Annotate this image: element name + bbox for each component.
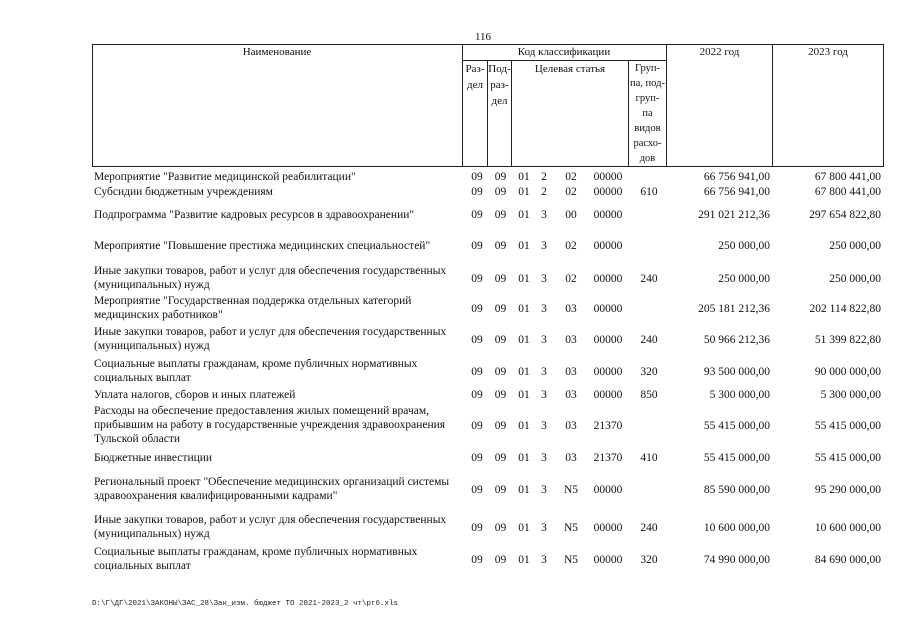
row-cs2: 3 <box>541 420 547 432</box>
row-name: Мероприятие "Повышение престижа медицинских специальностей" <box>94 240 431 252</box>
row-cs4: 21370 <box>593 452 623 464</box>
header-name: Наименование <box>242 46 312 58</box>
row-podrazdel: 09 <box>494 389 507 401</box>
table-row <box>92 451 884 465</box>
row-cs4: 00000 <box>593 171 623 183</box>
row-podrazdel: 09 <box>494 554 507 566</box>
header-year-2023: 2023 год <box>808 46 848 58</box>
row-y2023: 5 300 000,00 <box>820 389 881 401</box>
row-y2023: 67 800 441,00 <box>814 186 881 198</box>
row-cs1: 01 <box>518 303 530 315</box>
header-year-2022: 2022 год <box>699 46 740 58</box>
row-cs1: 01 <box>518 334 530 346</box>
row-y2022: 205 181 212,36 <box>698 303 770 315</box>
row-name: Субсидии бюджетным учреждениям <box>94 186 273 198</box>
row-vid: 320 <box>640 554 658 566</box>
row-y2023: 297 654 822,80 <box>809 209 881 221</box>
row-y2022: 55 415 000,00 <box>703 452 770 464</box>
header-vid: Груп- па, под- груп- па видов расхо- дов <box>630 63 665 164</box>
row-cs1: 01 <box>518 452 530 464</box>
row-cs4: 00000 <box>593 303 623 315</box>
row-cs3: 02 <box>565 240 577 252</box>
header-code: Код классификации <box>517 46 611 58</box>
row-cs1: 01 <box>518 186 530 198</box>
row-y2023: 51 399 822,80 <box>814 334 881 346</box>
header-razdel: Раз- дел <box>465 63 485 91</box>
row-razdel: 09 <box>471 452 483 464</box>
row-y2022: 85 590 000,00 <box>703 484 770 496</box>
row-vid: 410 <box>640 452 658 464</box>
row-y2023: 250 000,00 <box>829 240 881 252</box>
row-podrazdel: 09 <box>494 303 507 315</box>
row-razdel: 09 <box>471 273 483 285</box>
table-row <box>92 264 884 292</box>
row-y2022: 250 000,00 <box>718 273 770 285</box>
row-cs1: 01 <box>518 522 530 534</box>
row-cs3: 03 <box>565 366 577 378</box>
row-cs4: 00000 <box>593 389 623 401</box>
row-cs4: 00000 <box>593 186 623 198</box>
row-cs4: 00000 <box>593 273 623 285</box>
table-row <box>92 208 884 222</box>
row-podrazdel: 09 <box>494 484 507 496</box>
row-name: Социальные выплаты гражданам, кроме публичных нормативных социальных выплат <box>94 546 418 572</box>
row-cs1: 01 <box>518 554 530 566</box>
page-number: 116 <box>474 31 492 43</box>
row-podrazdel: 09 <box>494 186 507 198</box>
row-cs2: 2 <box>541 171 547 183</box>
row-cs3: 02 <box>565 171 577 183</box>
table-row <box>92 388 884 402</box>
row-cs1: 01 <box>518 420 530 432</box>
row-podrazdel: 09 <box>494 366 507 378</box>
row-y2023: 55 415 000,00 <box>814 420 881 432</box>
row-name: Иные закупки товаров, работ и услуг для обеспечения государственных (муниципальных) нужд <box>94 265 447 291</box>
table-row <box>92 294 884 322</box>
row-name: Расходы на обеспечение предоставления жилых помещений врачам, прибывшим на работу в государственные учреждения здравоохранения Тульской области <box>94 405 446 445</box>
row-cs1: 01 <box>518 240 530 252</box>
header-podrazdel: Под- раз- дел <box>488 63 511 107</box>
row-vid: 240 <box>640 334 658 346</box>
row-cs2: 2 <box>541 186 547 198</box>
table-row <box>92 475 884 503</box>
row-cs1: 01 <box>518 484 530 496</box>
row-podrazdel: 09 <box>494 273 507 285</box>
row-podrazdel: 09 <box>494 522 507 534</box>
row-y2023: 67 800 441,00 <box>814 171 881 183</box>
header-celevaya: Целевая статья <box>534 63 606 75</box>
row-podrazdel: 09 <box>494 420 507 432</box>
row-cs1: 01 <box>518 171 530 183</box>
row-y2023: 90 000 000,00 <box>814 366 881 378</box>
row-cs3: 02 <box>565 186 577 198</box>
row-cs3: 03 <box>565 452 577 464</box>
row-cs3: 03 <box>565 389 577 401</box>
row-razdel: 09 <box>471 186 483 198</box>
row-cs4: 00000 <box>593 366 623 378</box>
row-razdel: 09 <box>471 366 483 378</box>
row-vid: 850 <box>640 389 658 401</box>
row-razdel: 09 <box>471 171 483 183</box>
row-y2022: 66 756 941,00 <box>703 186 770 198</box>
row-cs2: 3 <box>541 273 547 285</box>
row-y2023: 250 000,00 <box>829 273 881 285</box>
row-cs3: 03 <box>565 303 577 315</box>
row-cs3: N5 <box>563 554 579 566</box>
row-cs3: N5 <box>563 522 579 534</box>
row-cs3: 03 <box>565 420 577 432</box>
row-cs4: 00000 <box>593 240 623 252</box>
row-cs1: 01 <box>518 209 530 221</box>
row-name: Подпрограмма "Развитие кадровых ресурсов в здравоохранении" <box>94 209 415 221</box>
row-cs2: 3 <box>541 452 547 464</box>
row-cs1: 01 <box>518 389 530 401</box>
row-podrazdel: 09 <box>494 334 507 346</box>
row-y2023: 95 290 000,00 <box>814 484 881 496</box>
table-row <box>92 545 884 573</box>
row-podrazdel: 09 <box>494 171 507 183</box>
row-cs4: 00000 <box>593 209 623 221</box>
row-y2022: 291 021 212,36 <box>698 209 770 221</box>
row-y2022: 66 756 941,00 <box>703 171 770 183</box>
row-razdel: 09 <box>471 240 483 252</box>
row-vid: 320 <box>640 366 658 378</box>
row-cs2: 3 <box>541 389 547 401</box>
table-row <box>92 185 884 199</box>
row-cs1: 01 <box>518 366 530 378</box>
row-y2023: 10 600 000,00 <box>814 522 881 534</box>
row-cs3: N5 <box>563 484 579 496</box>
file-path: D:\Г\ДГ\2021\ЗАКОНЫ\ЗАС_28\Зак_изм. бюджет ТО 2021-2023_2 чт\рг6.xls <box>92 600 399 608</box>
row-razdel: 09 <box>471 209 483 221</box>
row-podrazdel: 09 <box>494 209 507 221</box>
row-cs3: 02 <box>565 273 577 285</box>
row-razdel: 09 <box>471 389 483 401</box>
row-cs4: 00000 <box>593 334 623 346</box>
table-row <box>92 239 884 253</box>
row-cs4: 00000 <box>593 522 623 534</box>
row-cs2: 3 <box>541 366 547 378</box>
table-row <box>92 325 884 353</box>
table-row <box>92 170 884 184</box>
row-cs2: 3 <box>541 554 547 566</box>
row-name: Региональный проект "Обеспечение медицинских организаций системы здравоохранения квалифицированными кадрами" <box>94 476 450 502</box>
row-cs2: 3 <box>541 484 547 496</box>
row-cs2: 3 <box>541 303 547 315</box>
row-y2023: 202 114 822,80 <box>809 303 881 315</box>
row-razdel: 09 <box>471 420 483 432</box>
row-podrazdel: 09 <box>494 452 507 464</box>
row-cs2: 3 <box>541 209 547 221</box>
row-razdel: 09 <box>471 303 483 315</box>
row-name: Социальные выплаты гражданам, кроме публичных нормативных социальных выплат <box>94 358 418 384</box>
table-row <box>92 357 884 385</box>
table-header <box>92 44 884 167</box>
row-name: Уплата налогов, сборов и иных платежей <box>94 389 296 401</box>
row-cs4: 00000 <box>593 554 623 566</box>
row-cs3: 00 <box>565 209 577 221</box>
row-y2022: 50 966 212,36 <box>703 334 770 346</box>
row-y2022: 93 500 000,00 <box>703 366 770 378</box>
row-cs4: 21370 <box>593 420 623 432</box>
row-cs1: 01 <box>518 273 530 285</box>
row-y2022: 10 600 000,00 <box>703 522 770 534</box>
row-name: Бюджетные инвестиции <box>94 452 213 464</box>
row-cs3: 03 <box>565 334 577 346</box>
row-cs2: 3 <box>541 240 547 252</box>
row-cs2: 3 <box>541 522 547 534</box>
row-y2022: 5 300 000,00 <box>709 389 770 401</box>
row-razdel: 09 <box>471 554 483 566</box>
row-name: Мероприятие "Государственная поддержка отдельных категорий медицинских работников" <box>94 295 412 321</box>
row-cs4: 00000 <box>593 484 623 496</box>
table-row <box>92 513 884 541</box>
row-y2022: 250 000,00 <box>718 240 770 252</box>
row-y2023: 84 690 000,00 <box>814 554 881 566</box>
row-cs2: 3 <box>541 334 547 346</box>
row-vid: 240 <box>640 522 658 534</box>
row-y2022: 55 415 000,00 <box>703 420 770 432</box>
row-razdel: 09 <box>471 484 483 496</box>
row-razdel: 09 <box>471 334 483 346</box>
row-name: Иные закупки товаров, работ и услуг для обеспечения государственных (муниципальных) нужд <box>94 514 447 540</box>
row-y2023: 55 415 000,00 <box>814 452 881 464</box>
row-y2022: 74 990 000,00 <box>703 554 770 566</box>
table-row <box>92 404 884 446</box>
row-vid: 240 <box>640 273 658 285</box>
row-razdel: 09 <box>471 522 483 534</box>
row-name: Иные закупки товаров, работ и услуг для обеспечения государственных (муниципальных) нужд <box>94 326 447 352</box>
row-name: Мероприятие "Развитие медицинской реабилитации" <box>94 171 356 183</box>
row-podrazdel: 09 <box>494 240 507 252</box>
row-vid: 610 <box>640 186 658 198</box>
